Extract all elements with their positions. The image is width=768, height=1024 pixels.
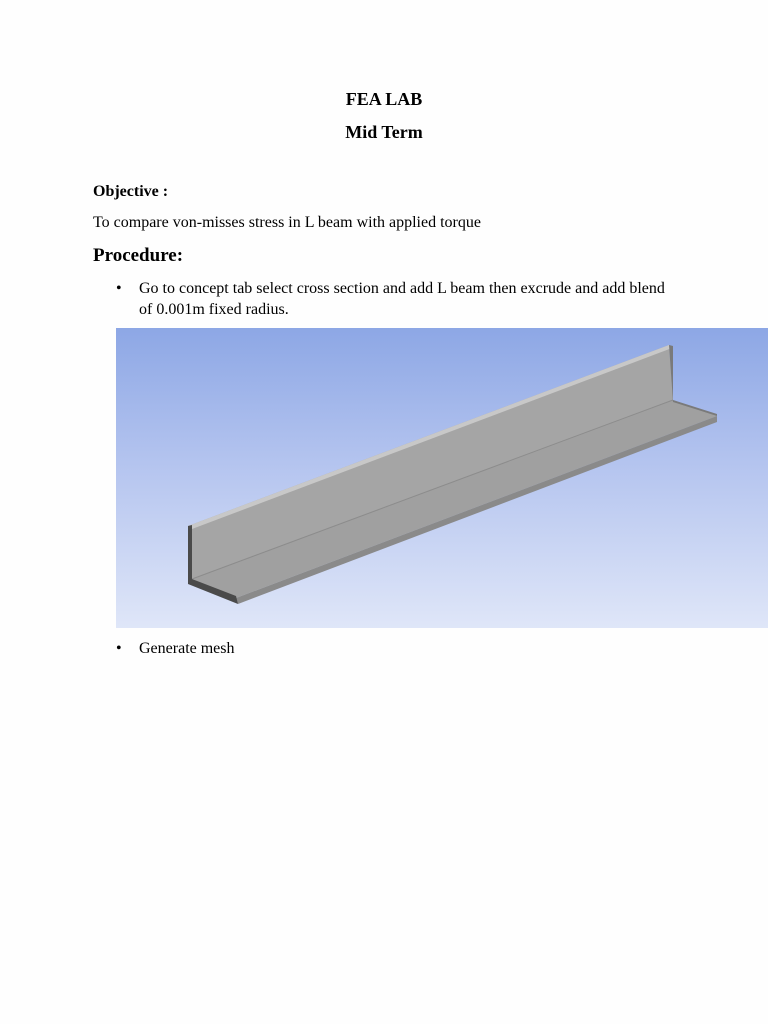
list-item: [116, 638, 416, 659]
l-beam-model-image: [116, 328, 768, 628]
objective-text: To compare von-misses stress in L beam with applied torque: [93, 214, 481, 231]
bullet-icon: •: [116, 280, 122, 297]
document-subtitle: Mid Term: [345, 122, 423, 142]
procedure-heading: Procedure:: [93, 245, 184, 266]
step-text: Generate mesh: [139, 640, 235, 657]
objective-heading: Objective :: [93, 183, 169, 200]
bullet-icon: •: [116, 640, 122, 657]
step-text: Go to concept tab select cross section and add L beam then excrude and add blend of 0.001m fixed radius.: [139, 280, 665, 318]
list-item: [116, 278, 676, 320]
l-beam-figure: [116, 328, 768, 628]
document-title: FEA LAB: [345, 89, 423, 109]
beam-fold-line: [192, 400, 673, 579]
